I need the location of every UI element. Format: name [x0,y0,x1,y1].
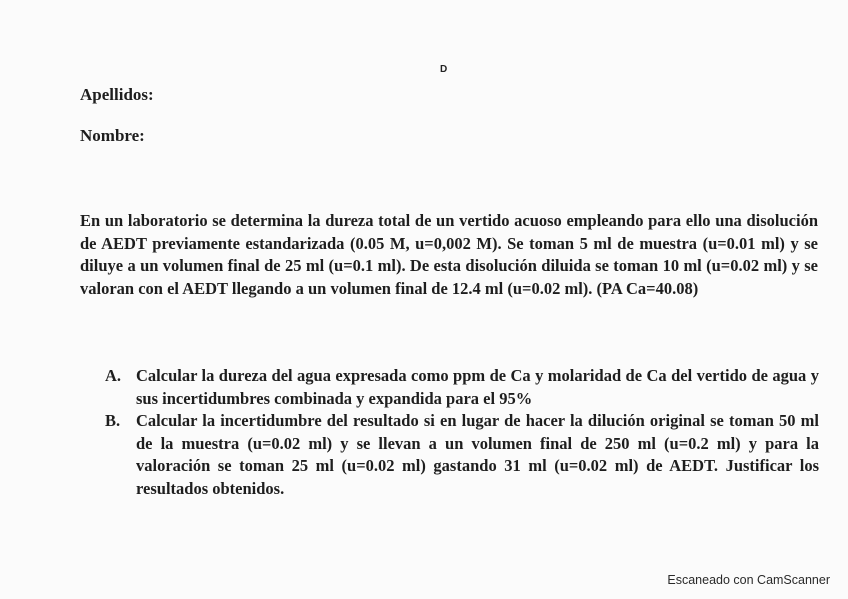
question-letter: B. [105,411,121,430]
apellidos-label: Apellidos: [80,85,154,104]
question-text: Calcular la incertidumbre del resultado si en lugar de hacer la dilución original se toman 50 ml de la muestra (u=0.02 ml) y se llevan a un volumen final de 250 ml (u=0.2 ml) y para la valoración se toman 25 ml (u=0.02 ml) gastando 31 ml (u=0.02 ml) de AEDT. Justificar los resultados obtenidos. [136,411,819,498]
question-text: Calcular la dureza del agua expresada como ppm de Ca y molaridad de Ca del vertido de agua y sus incertidumbres combinada y expandida para el 95% [136,366,819,408]
question-letter: A. [105,366,122,385]
question-a [105,365,819,410]
question-list [105,365,819,500]
page-label: D [440,64,448,75]
scanner-watermark: Escaneado con CamScanner [667,573,830,587]
problem-statement: En un laboratorio se determina la dureza total de un vertido acuoso empleando para ello una disolución de AEDT previamente estandarizada (0.05 M, u=0,002 M). Se toman 5 ml de muestra (u=0.01 ml) y se diluye a un volumen final de 25 ml (u=0.1 ml). De esta disolución diluida se toman 10 ml (u=0.02 ml) y se valoran con el AEDT llegando a un volumen final de 12.4 ml (u=0.02 ml). (PA Ca=40.08) [80,211,818,298]
question-b [105,410,819,500]
nombre-label: Nombre: [80,126,145,145]
